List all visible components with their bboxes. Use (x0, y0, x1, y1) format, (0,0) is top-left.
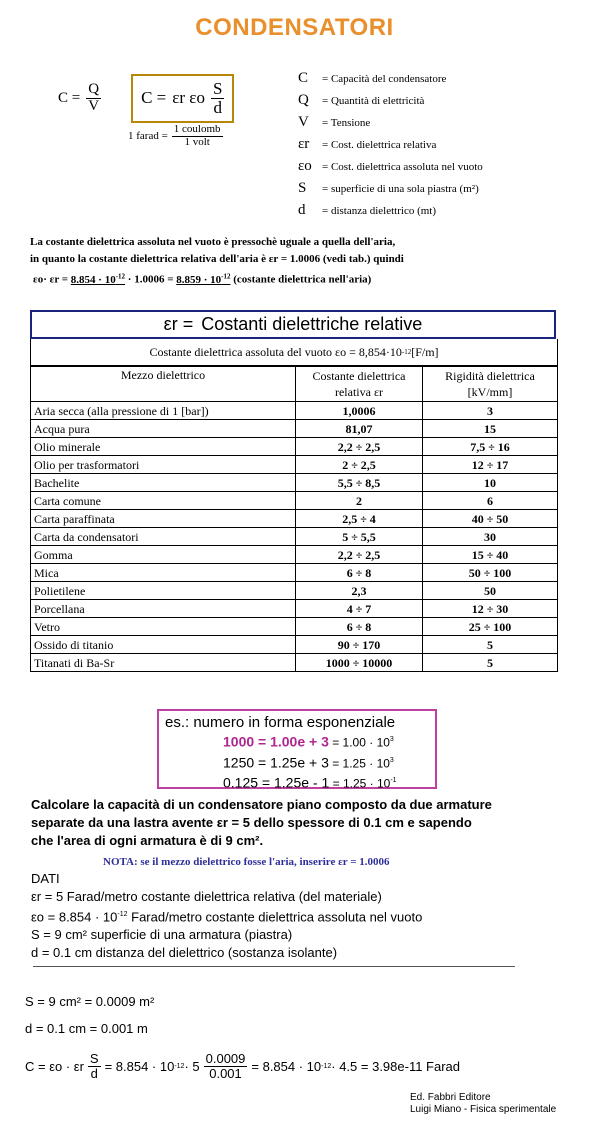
table-row: Carta da condensatori 5 ÷ 5,5 30 (31, 528, 558, 546)
legend-item: εo = Cost. dielettrica assoluta nel vuoto (298, 158, 483, 174)
table-header-row: Mezzo dielettrico Costante dielettrica relativa εr Rigidità dielettrica [kV/mm] (31, 367, 558, 402)
farad-lhs: 1 farad = (128, 130, 168, 143)
table-row: Carta paraffinata 2,5 ÷ 4 40 ÷ 50 (31, 510, 558, 528)
para-line-1: La costante dielettrica assoluta nel vuoto è pressochè uguale a quella dell'aria, (30, 236, 396, 248)
example-line: $1000 = 1.00e + 3 = 1.00 \cdot 10^3$ (223, 733, 394, 750)
note-text: NOTA: se il mezzo dielettrico fosse l'aria, inserire εr = 1.0006 (103, 856, 390, 868)
credit: Ed. Fabbri Editore Luigi Miano - Fisica sperimentale (410, 1092, 557, 1115)
table-row: Aria secca (alla pressione di 1 [bar]) 1,0006 3 (31, 402, 558, 420)
legend-item: C = Capacità del condensatore (298, 70, 447, 86)
box-eps: εr εo (172, 88, 205, 108)
box-s-over-d (211, 80, 224, 117)
exponential-example-box (157, 709, 437, 789)
example-heading: es.: numero in forma esponenziale (165, 714, 396, 731)
table-row: Gomma 2,2 ÷ 2,5 15 ÷ 40 (31, 546, 558, 564)
legend-item: S = superficie di una sola piastra (m²) (298, 180, 479, 196)
formula-c-lhs: C = (58, 89, 81, 106)
box-d: d (213, 97, 222, 117)
legend-item: d = distanza dielettrico (mt) (298, 202, 437, 218)
problem-statement: Calcolare la capacità di un condensatore piano composto da due armature separate da una lastra avente εr = 5 dello spessore di 0.1 cm e sapendo che l'area di ogni armatura è di 9 cm². (31, 797, 492, 848)
table-row: Olio minerale 2,2 ÷ 2,5 7,5 ÷ 16 (31, 438, 558, 456)
farad-den: 1 volt (184, 135, 210, 148)
para-line-2: in quanto la costante dielettrica relativa dell'aria è εr = 1.0006 (vedi tab.) quindi (30, 253, 404, 265)
table-row: Porcellana 4 ÷ 7 12 ÷ 30 (31, 600, 558, 618)
d-conversion: d = 0.1 cm = 0.001 m (25, 1021, 148, 1036)
table-row: Acqua pura 81,07 15 (31, 420, 558, 438)
table-row: Olio per trasformatori 2 ÷ 2,5 12 ÷ 17 (31, 456, 558, 474)
table-row: Carta comune 2 6 (31, 492, 558, 510)
page-title: CONDENSATORI (195, 14, 394, 41)
dielectric-table (30, 366, 558, 672)
formula-v: V (88, 97, 100, 114)
legend-item: Q = Quantità di elettricità (298, 92, 425, 108)
legend-item: εr = Cost. dielettrica relativa (298, 136, 437, 152)
divider (33, 966, 515, 967)
intro-paragraph (30, 234, 570, 268)
formula-box (131, 74, 234, 123)
capacity-calculation: C = εo · εr $\frac{S}{d}$ = 8.854 · 10 -12 · 5 $\frac{0.0009}{0.001}$ = 8.854 · 10 -12 · 4.5 = 3.98e-11 Farad (25, 1051, 461, 1081)
table-row: Mica 6 ÷ 8 50 ÷ 100 (31, 564, 558, 582)
data-section: DATI εr = 5 Farad/metro costante dielettrica relativa (del materiale) $\varepsilon o = 8.854 \cdot 10^{-12}$ Farad/metro costante dielettrica assoluta nel vuoto S = 9 cm² superficie di una armatura (piastra) d = 0.1 cm distanza del dielettrico (sostanza isolante) (31, 871, 423, 961)
farad-fraction (172, 124, 223, 148)
farad-num: 1 coulomb (173, 123, 221, 135)
example-line: $1250 = 1.25e + 3 = 1.25 \cdot 10^3$ (223, 754, 394, 771)
farad-definition (128, 124, 223, 148)
table-row: Vetro 6 ÷ 8 25 ÷ 100 (31, 618, 558, 636)
legend-item: V = Tensione (298, 114, 371, 130)
table-row: Titanati di Ba-Sr 1000 ÷ 10000 5 (31, 654, 558, 672)
table-row: Ossido di titanio 90 ÷ 170 5 (31, 636, 558, 654)
table-subtitle: Costante dielettrica assoluta del vuoto εo = 8,854·10 -12 [F/m] (30, 339, 558, 366)
box-s: S (212, 79, 223, 98)
capacity-formula (58, 74, 234, 123)
data-heading: DATI (31, 871, 60, 886)
formula-q: Q (88, 81, 100, 98)
formula-q-over-v (86, 82, 101, 115)
box-lhs: C = (141, 88, 167, 108)
s-conversion: S = 9 cm² = 0.0009 m² (25, 994, 155, 1009)
eps-air-equation: $\varepsilon o\cdot \varepsilon r = 8.854 \cdot 10^{-12} \cdot 1.0006 = 8.859 \cdot 10^{-12}$ (costante dielettrica nell'aria) (33, 272, 372, 286)
example-line: $0.125 = 1.25e - 1 = 1.25 \cdot 10^{-1}$ (223, 774, 397, 791)
table-title: εr = Costanti dielettriche relative (30, 310, 556, 339)
table-row: Polietilene 2,3 50 (31, 582, 558, 600)
symbol-legend (298, 68, 483, 222)
table-row: Bachelite 5,5 ÷ 8,5 10 (31, 474, 558, 492)
